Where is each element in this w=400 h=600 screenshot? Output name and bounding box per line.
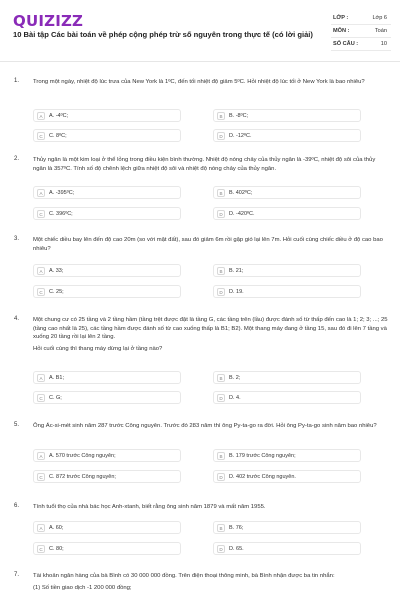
option-letter: C <box>37 394 45 402</box>
meta-table <box>331 12 391 51</box>
option-letter: D <box>217 210 225 218</box>
meta-row-count <box>331 38 391 51</box>
question-number: 1. <box>14 78 20 84</box>
option-text: B. 21; <box>229 268 244 274</box>
option-text: C. G; <box>49 395 62 401</box>
question-paragraph: Một chung cư có 25 tầng và 2 tầng hầm (tầng trệt được đặt là tầng G, các tầng trên (lầu) được đánh số từ thấp đến cao là 1; 2; 3; ...; 25 (tầng cao nhất là 25), các tầng hầm được đánh số từ cao xuống thấp là B1; B2). Một thang máy đang ở tầng 15, sau đó đi lên 7 tầng và xuống 20 tầng rồi lại lên 2 tầng. <box>33 317 388 341</box>
option-letter: D <box>217 473 225 481</box>
option-text: B. 2; <box>229 375 241 381</box>
document-header <box>0 0 400 62</box>
option-text: D. 402 trước Công nguyên. <box>229 474 296 480</box>
option-b[interactable] <box>213 264 361 277</box>
meta-key: SỐ CÂU : <box>333 41 359 47</box>
option-letter: B <box>217 112 225 120</box>
option-c[interactable] <box>33 285 181 298</box>
option-c[interactable] <box>33 470 181 483</box>
option-d[interactable] <box>213 470 361 483</box>
option-d[interactable] <box>213 129 361 142</box>
option-letter: A <box>37 189 45 197</box>
meta-value: Toán <box>374 28 387 34</box>
option-letter: B <box>217 524 225 532</box>
option-a[interactable] <box>33 521 181 534</box>
option-text: C. 396ºC; <box>49 211 73 217</box>
question-text <box>33 316 389 356</box>
meta-key: LỚP : <box>333 15 349 21</box>
option-text: C. 872 trước Công nguyên; <box>49 474 116 480</box>
meta-value: Lớp 6 <box>372 15 387 21</box>
question-text <box>33 78 389 90</box>
option-text: B. -8ºC; <box>229 113 249 119</box>
option-d[interactable] <box>213 285 361 298</box>
option-text: D. 4. <box>229 395 241 401</box>
option-b[interactable] <box>213 186 361 199</box>
option-c[interactable] <box>33 542 181 555</box>
option-text: C. 80; <box>49 546 64 552</box>
option-a[interactable] <box>33 264 181 277</box>
option-d[interactable] <box>213 207 361 220</box>
option-c[interactable] <box>33 129 181 142</box>
option-letter: B <box>217 374 225 382</box>
option-letter: B <box>217 189 225 197</box>
option-b[interactable] <box>213 109 361 122</box>
option-d[interactable] <box>213 391 361 404</box>
option-text: D. 65. <box>229 546 244 552</box>
option-text: B. 402ºC; <box>229 190 253 196</box>
question-paragraph: Hỏi cuối cùng thì thang máy dừng lại ở tầng nào? <box>33 345 163 352</box>
question-paragraph: Ông Ác-si-mét sinh năm 287 trước Công nguyên. Trước đó 283 năm thì ông Py-ta-go ra đời. Hỏi ông Py-ta-go sinh năm bao nhiêu? <box>33 423 377 429</box>
question-paragraph: Trong một ngày, nhiệt độ lúc trưa của New York là 1ºC, đến tối nhiệt độ giảm 5ºC. Hỏi nhiệt độ lúc tối ở New York là bao nhiêu? <box>33 79 365 85</box>
option-text: A. 60; <box>49 525 64 531</box>
option-text: A. 33; <box>49 268 64 274</box>
option-text: A. B1; <box>49 375 64 381</box>
question-paragraph: Tính tuổi thọ của nhà bác học Anh-xtanh, biết rằng ông sinh năm 1879 và mất năm 1955. <box>33 504 266 510</box>
question-number: 7. <box>14 572 20 578</box>
option-c[interactable] <box>33 207 181 220</box>
question-paragraph: (1) Số tiền giao dịch -1 200 000 đồng; <box>33 584 132 591</box>
question-paragraph: Một chiếc diều bay lên đến độ cao 20m (so với mặt đất), sau đó giảm 6m rồi gặp gió lại lên 7m. Hỏi cuối cùng chiếc diều ở độ cao bao nhiêu? <box>33 237 383 252</box>
option-text: D. -420ºC. <box>229 211 255 217</box>
option-a[interactable] <box>33 449 181 462</box>
option-text: B. 76; <box>229 525 244 531</box>
meta-row-class <box>331 12 391 25</box>
option-letter: D <box>217 132 225 140</box>
option-text: D. -12ºC. <box>229 133 252 139</box>
option-letter: B <box>217 452 225 460</box>
option-letter: C <box>37 473 45 481</box>
option-text: B. 179 trước Công nguyên; <box>229 453 296 459</box>
option-b[interactable] <box>213 371 361 384</box>
option-b[interactable] <box>213 449 361 462</box>
option-text: C. 8ºC; <box>49 133 67 139</box>
option-letter: A <box>37 112 45 120</box>
option-letter: A <box>37 267 45 275</box>
question-paragraph: Thủy ngân là một kim loại ở thể lỏng trong điều kiện bình thường. Nhiệt độ nóng chảy của thủy ngân là -39ºC, nhiệt độ sôi của thủy ngân là 357ºC. Tính số độ chênh lệch giữa nhiệt độ sôi và nhiệt độ nóng chảy của thủy ngân. <box>33 157 376 172</box>
option-letter: C <box>37 210 45 218</box>
option-letter: A <box>37 374 45 382</box>
option-text: D. 19. <box>229 289 244 295</box>
question-text <box>33 236 389 256</box>
option-text: A. -395ºC; <box>49 190 75 196</box>
question-paragraph: Tài khoản ngân hàng của bà Bình có 30 000 000 đồng. Trên điện thoại thông minh, bà Bình nhận được ba tin nhắn: <box>33 573 335 579</box>
option-a[interactable] <box>33 186 181 199</box>
meta-value: 10 <box>380 41 387 47</box>
quizizz-logo: QUIZIZZ <box>13 12 84 30</box>
meta-row-subject <box>331 25 391 38</box>
question-number: 5. <box>14 422 20 428</box>
question-number: 6. <box>14 503 20 509</box>
option-letter: C <box>37 288 45 296</box>
question-number: 4. <box>14 316 20 322</box>
option-b[interactable] <box>213 521 361 534</box>
option-letter: D <box>217 394 225 402</box>
option-a[interactable] <box>33 371 181 384</box>
option-text: A. 570 trước Công nguyên; <box>49 453 116 459</box>
meta-key: MÔN : <box>333 28 350 34</box>
option-letter: A <box>37 524 45 532</box>
question-number: 2. <box>14 156 20 162</box>
option-letter: C <box>37 545 45 553</box>
question-text <box>33 422 389 434</box>
option-text: A. -4ºC; <box>49 113 69 119</box>
option-d[interactable] <box>213 542 361 555</box>
question-text <box>33 572 389 595</box>
option-letter: C <box>37 132 45 140</box>
question-text <box>33 156 389 176</box>
option-c[interactable] <box>33 391 181 404</box>
question-number: 3. <box>14 236 20 242</box>
question-text <box>33 503 389 515</box>
option-letter: B <box>217 267 225 275</box>
option-letter: D <box>217 545 225 553</box>
option-a[interactable] <box>33 109 181 122</box>
option-text: C. 25; <box>49 289 64 295</box>
document-title: 10 Bài tập Các bài toán về phép cộng phép trừ số nguyên trong thực tế (có lời giải) <box>13 30 313 39</box>
option-letter: A <box>37 452 45 460</box>
option-letter: D <box>217 288 225 296</box>
